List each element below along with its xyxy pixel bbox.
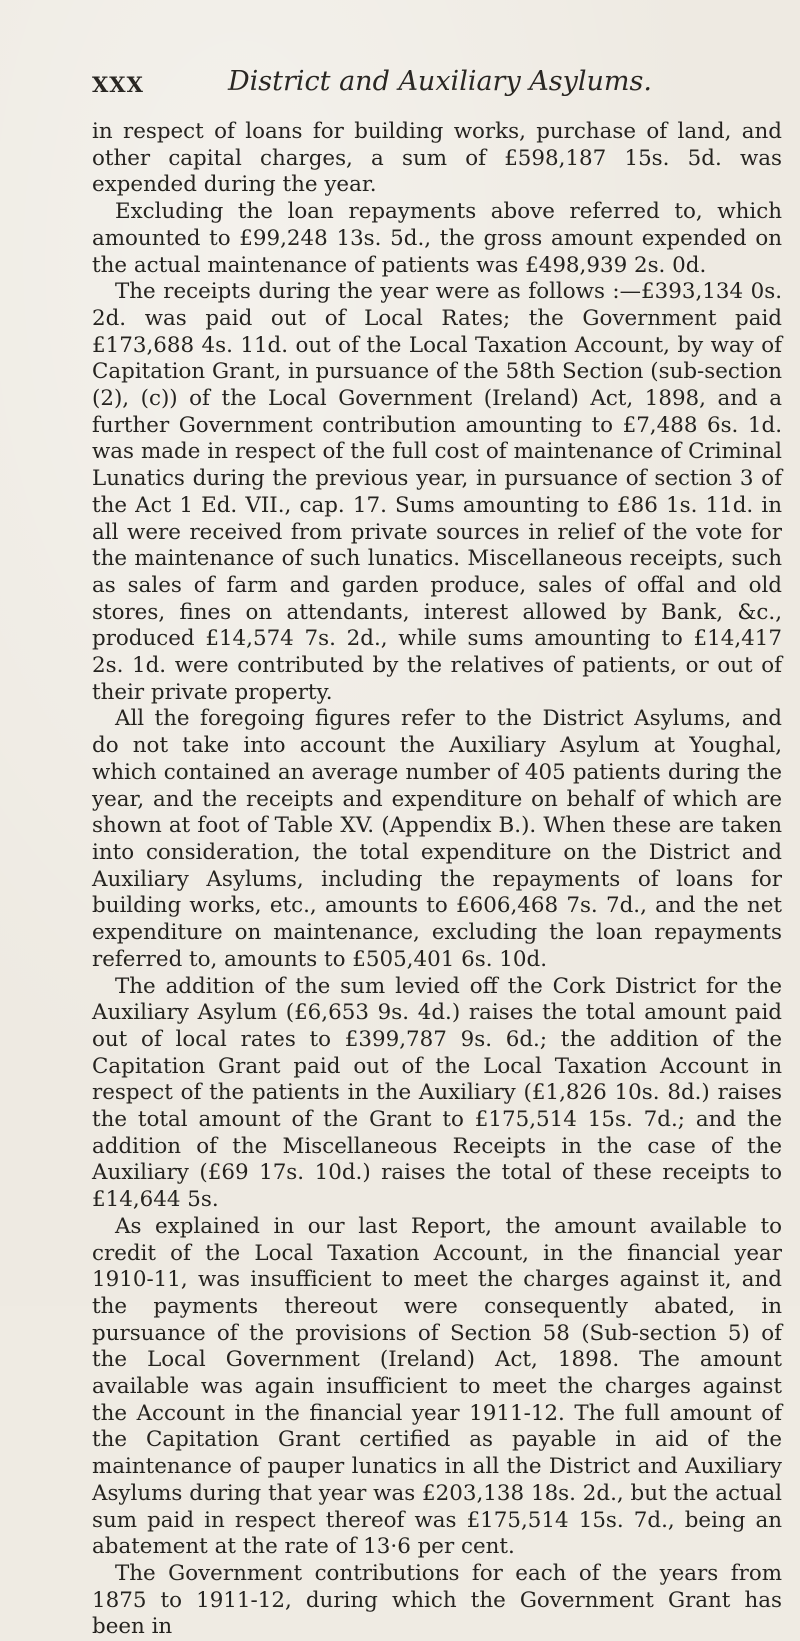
paragraph-receipts: The receipts during the year were as follows :—£393,134 0s. 2d. was paid out of Local Rates; the Government paid £173,688 4s. 11d. out of the Local Taxation Account, by way of Capitation Grant, in pursuance of the 58th Section (sub-section (2), (c)) of the Local Government (Ireland) Act, 1898, and a further Government contribution amounting to £7,488 6s. 1d. was made in respect of the full cost of maintenance of Criminal Lunatics during the previous year, in pursuance of section 3 of the Act 1 Ed. VII., cap. 17. Sums amounting to £86 1s. 11d. in all were received from private sources in relief of the vote for the maintenance of such lunatics. Miscellaneous receipts, such as sales of farm and garden produce, sales of offal and old stores, fines on attendants, interest allowed by Bank, &c., produced £14,574 7s. 2d., while sums amounting to £14,417 2s. 1d. were contributed by the relatives of patients, or out of their private property. — [92, 279, 782, 705]
paragraph-cork-district: The addition of the sum levied off the Cork District for the Auxiliary Asylum (£6,653 9s. 4d.) raises the total amount paid out of local rates to £399,787 9s. 6d.; the addition of the Capitation Grant paid out of the Local Taxation Account in respect of the patients in the Auxiliary (£1,826 10s. 8d.) raises the total amount of the Grant to £175,514 15s. 7d.; and the addition of the Miscellaneous Receipts in the case of the Auxiliary (£69 17s. 10d.) raises the total of these receipts to £14,644 5s. — [92, 973, 782, 1213]
paragraph-continuation: in respect of loans for building works, purchase of land, and other capital charges, a sum of £598,187 15s. 5d. was expended during the year. — [92, 119, 782, 198]
page-number: XXX — [92, 72, 144, 97]
paragraph-auxiliary-asylum: All the foregoing figures refer to the District Asylums, and do not take into account the Auxiliary Asylum at Youghal, which contained an average number of 405 patients during the year, and the receipts and expenditure on behalf of which are shown at foot of Table XV. (Appendix B.). When these are taken into consideration, the total expenditure on the District and Auxiliary Asylums, including the repayments of loans for building works, etc., amounts to £606,468 7s. 7d., and the net expenditure on maintenance, excluding the loan repayments referred to, amounts to £505,401 6s. 10d. — [92, 706, 782, 972]
body-text — [92, 119, 782, 1641]
running-title: District and Auxiliary Asylums. — [228, 66, 652, 97]
page-header — [92, 50, 782, 97]
paragraph-gross-expenditure: Excluding the loan repayments above referred to, which amounted to £99,248 13s. 5d., the gross amount expended on the actual maintenance of patients was £498,939 2s. 0d. — [92, 199, 782, 278]
paragraph-government-contributions: The Government contributions for each of the years from 1875 to 1911-12, during which the Government Grant has been in — [92, 1560, 782, 1640]
paragraph-local-taxation-account: As explained in our last Report, the amount available to credit of the Local Taxation Account, in the financial year 1910-11, was insufficient to meet the charges against it, and the payments thereout were consequently abated, in pursuance of the provisions of Section 58 (Sub-section 5) of the Local Government (Ireland) Act, 1898. The amount available was again insufficient to meet the charges against the Account in the financial year 1911-12. The full amount of the Capitation Grant certified as payable in aid of the maintenance of pauper lunatics in all the District and Auxiliary Asylums during that year was £203,138 18s. 2d., but the actual sum paid in respect thereof was £175,514 15s. 7d., being an abatement at the rate of 13·6 per cent. — [92, 1213, 782, 1560]
